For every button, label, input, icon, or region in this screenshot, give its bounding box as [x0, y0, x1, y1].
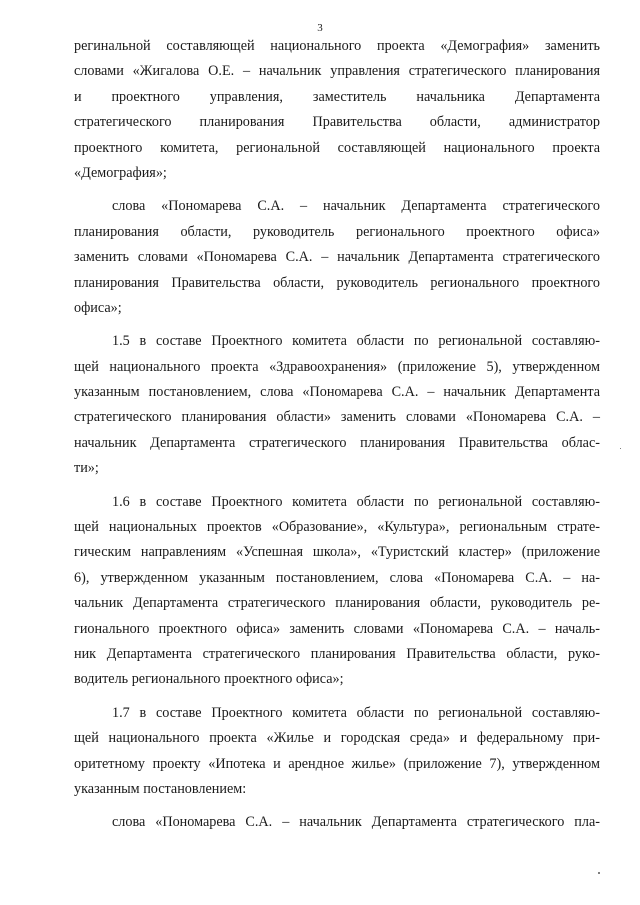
text-line: щей национального проекта «Жилье и городская среда» и федеральному при-	[74, 730, 600, 747]
document-body	[74, 34, 600, 836]
text-line: щей национальных проектов «Образование», «Культура», региональным страте-	[74, 519, 600, 536]
text-line: оритетному проекту «Ипотека и арендное жилье» (приложение 7), утвержденном	[74, 755, 600, 772]
text-line: заменить словами «Пономарева С.А. – начальник Департамента стратегического	[74, 249, 600, 266]
text-line: 6), утвержденном указанным постановлением, слова «Пономарева С.А. – на-	[74, 569, 600, 586]
text-line: начальник Департамента стратегического планирования Правительства облас-	[74, 434, 600, 451]
text-line: и проектного управления, заместитель начальника Департамента	[74, 88, 600, 105]
text-line: указанным постановлением:	[74, 780, 247, 797]
text-line: 1.6 в составе Проектного комитета области по региональной составляю-	[112, 493, 600, 510]
text-line: водитель регионального проектного офиса»;	[74, 671, 344, 688]
text-line: гическим направлениям «Успешная школа», «Туристский кластер» (приложение	[74, 544, 600, 561]
text-line: проектного комитета, региональной составляющей национального проекта	[74, 139, 600, 156]
text-line: стратегического планирования Правительства области, администратор	[74, 114, 600, 131]
text-line: 1.5 в составе Проектного комитета области по региональной составляю-	[112, 333, 600, 350]
paragraph-item-1-7	[74, 701, 600, 803]
paragraph-demography-continuation	[74, 34, 600, 186]
text-line: гионального проектного офиса» заменить словами «Пономарева С.А. – началь-	[74, 620, 600, 637]
text-line: 1.7 в составе Проектного комитета области по региональной составляю-	[112, 704, 600, 721]
text-line: офиса»;	[74, 299, 122, 316]
text-line: слова «Пономарева С.А. – начальник Департамента стратегического	[112, 198, 600, 215]
paragraph-ponomareva-words-continued	[74, 810, 600, 835]
text-line: ти»;	[74, 460, 99, 477]
text-line: «Демография»;	[74, 164, 167, 181]
page-number: 3	[317, 22, 323, 34]
text-line: чальник Департамента стратегического планирования области, руководитель ре-	[74, 595, 600, 612]
paragraph-item-1-6	[74, 490, 600, 693]
text-line: ник Департамента стратегического планирования Правительства области, руко-	[74, 645, 600, 662]
text-line: щей национального проекта «Здравоохранения» (приложение 5), утвержденном	[74, 358, 600, 375]
text-line: словами «Жигалова О.Е. – начальник управления стратегического планирования	[74, 63, 600, 80]
scan-speck	[620, 448, 621, 449]
text-line: планирования области, руководитель регионального проектного офиса»	[74, 223, 600, 240]
scan-speck	[598, 872, 600, 874]
paragraph-item-1-5	[74, 329, 600, 481]
text-line: планирования Правительства области, руководитель регионального проектного	[74, 274, 600, 291]
text-line: регинальной составляющей национального проекта «Демография» заменить	[74, 38, 600, 54]
text-line: стратегического планирования области» заменить словами «Пономарева С.А. –	[74, 409, 600, 426]
text-line: слова «Пономарева С.А. – начальник Департамента стратегического пла-	[112, 814, 600, 831]
text-line: указанным постановлением, слова «Пономарева С.А. – начальник Департамента	[74, 384, 600, 401]
paragraph-ponomareva-words	[74, 194, 600, 321]
